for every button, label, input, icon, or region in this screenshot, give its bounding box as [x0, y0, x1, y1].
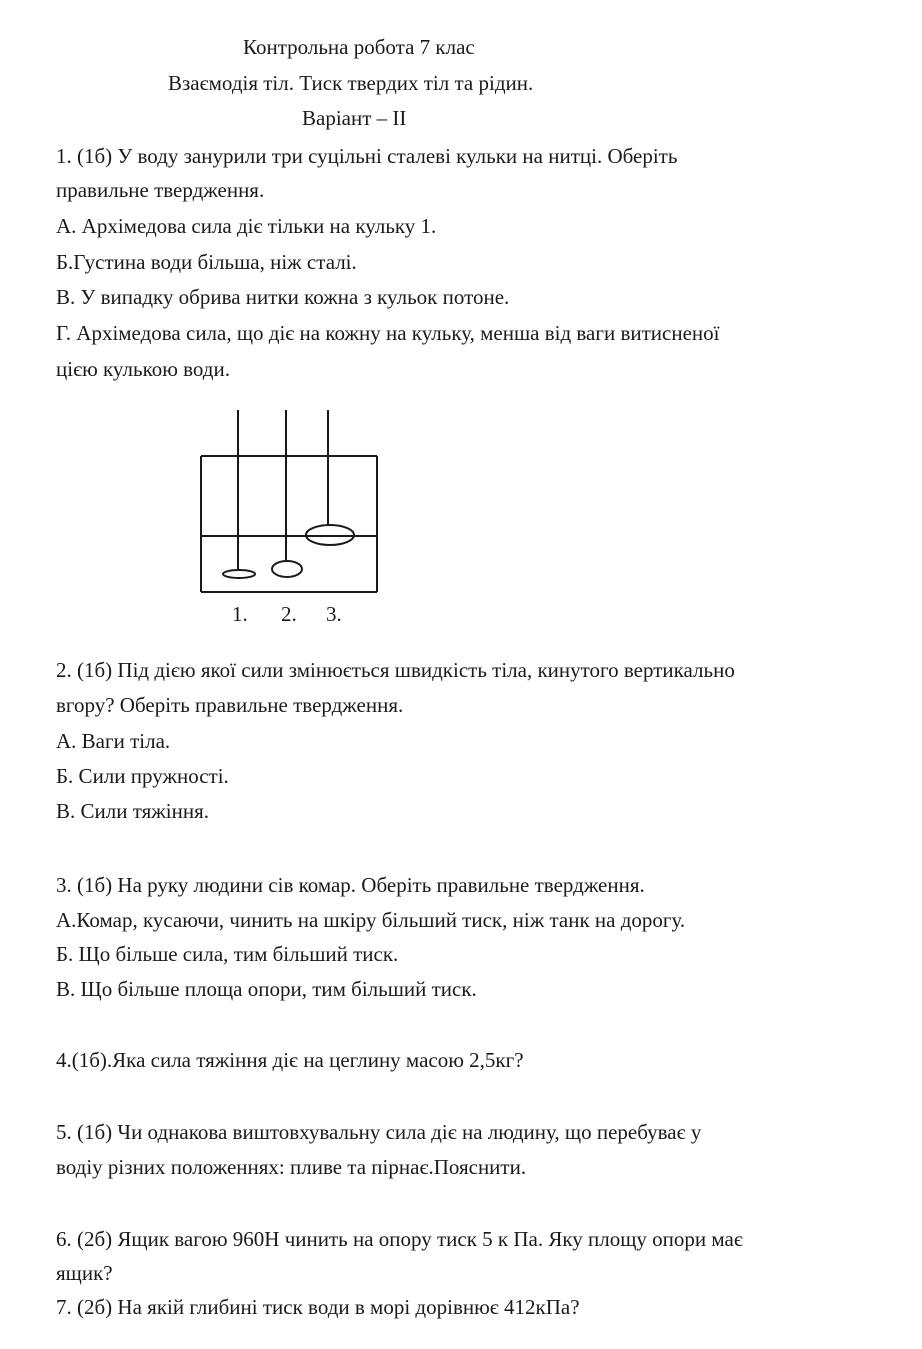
q7-stem: 7. (2б) На якій глибині тиск води в морі дорівнює 412кПа?: [56, 1295, 580, 1319]
q1-option-a: А. Архімедова сила діє тільки на кульку 1.: [56, 214, 437, 238]
q3-option-a: А.Комар, кусаючи, чинить на шкіру більший тиск, ніж танк на дорогу.: [56, 908, 686, 932]
q1-option-d-line2: цією кулькою води.: [56, 357, 230, 381]
q6-stem-line1: 6. (2б) Ящик вагою 960Н чинить на опору тиск 5 к Па. Яку площу опори має: [56, 1227, 743, 1251]
q1-option-b: Б.Густина води більша, ніж сталі.: [56, 250, 357, 274]
q2-option-a: А. Ваги тіла.: [56, 729, 171, 753]
q3-option-b: Б. Що більше сила, тим більший тиск.: [56, 942, 399, 966]
q6-stem-line2: ящик?: [56, 1261, 113, 1285]
q5-stem-line1: 5. (1б) Чи однакова виштовхувальну сила діє на людину, що перебуває у: [56, 1120, 702, 1144]
balls-in-water-figure: [190, 400, 390, 630]
q1-option-c: В. У випадку обрива нитки кожна з кульок потоне.: [56, 285, 510, 309]
q2-option-b: Б. Сили пружності.: [56, 764, 229, 788]
q4-stem: 4.(1б).Яка сила тяжіння діє на цеглину масою 2,5кг?: [56, 1048, 524, 1072]
q3-option-c: В. Що більше площа опори, тим більший тиск.: [56, 977, 477, 1001]
ball-label-1: 1.: [232, 602, 248, 626]
q1-stem-line2: правильне твердження.: [56, 178, 265, 202]
ball-label-2: 2.: [281, 602, 297, 626]
q2-option-c: В. Сили тяжіння.: [56, 799, 210, 823]
q1-stem-line1: 1. (1б) У воду занурили три суцільні сталеві кульки на нитці. Оберіть: [56, 144, 678, 168]
q2-stem-line2: вгору? Оберіть правильне твердження.: [56, 693, 404, 717]
q1-option-d-line1: Г. Архімедова сила, що діє на кожну на кульку, менша від ваги витисненої: [56, 321, 720, 345]
test-topic: Взаємодія тіл. Тиск твердих тіл та рідин.: [168, 71, 534, 95]
q5-stem-line2: водіу різних положеннях: пливе та пірнає.Пояснити.: [56, 1155, 527, 1179]
q2-stem-line1: 2. (1б) Під дією якої сили змінюється швидкість тіла, кинутого вертикально: [56, 658, 735, 682]
test-variant: Варіант – ІІ: [302, 106, 407, 130]
q3-stem: 3. (1б) На руку людини сів комар. Оберіть правильне твердження.: [56, 873, 645, 897]
ball-label-3: 3.: [326, 602, 342, 626]
ball-2: [272, 561, 302, 577]
ball-1: [223, 570, 255, 578]
test-title: Контрольна робота 7 клас: [243, 35, 475, 59]
